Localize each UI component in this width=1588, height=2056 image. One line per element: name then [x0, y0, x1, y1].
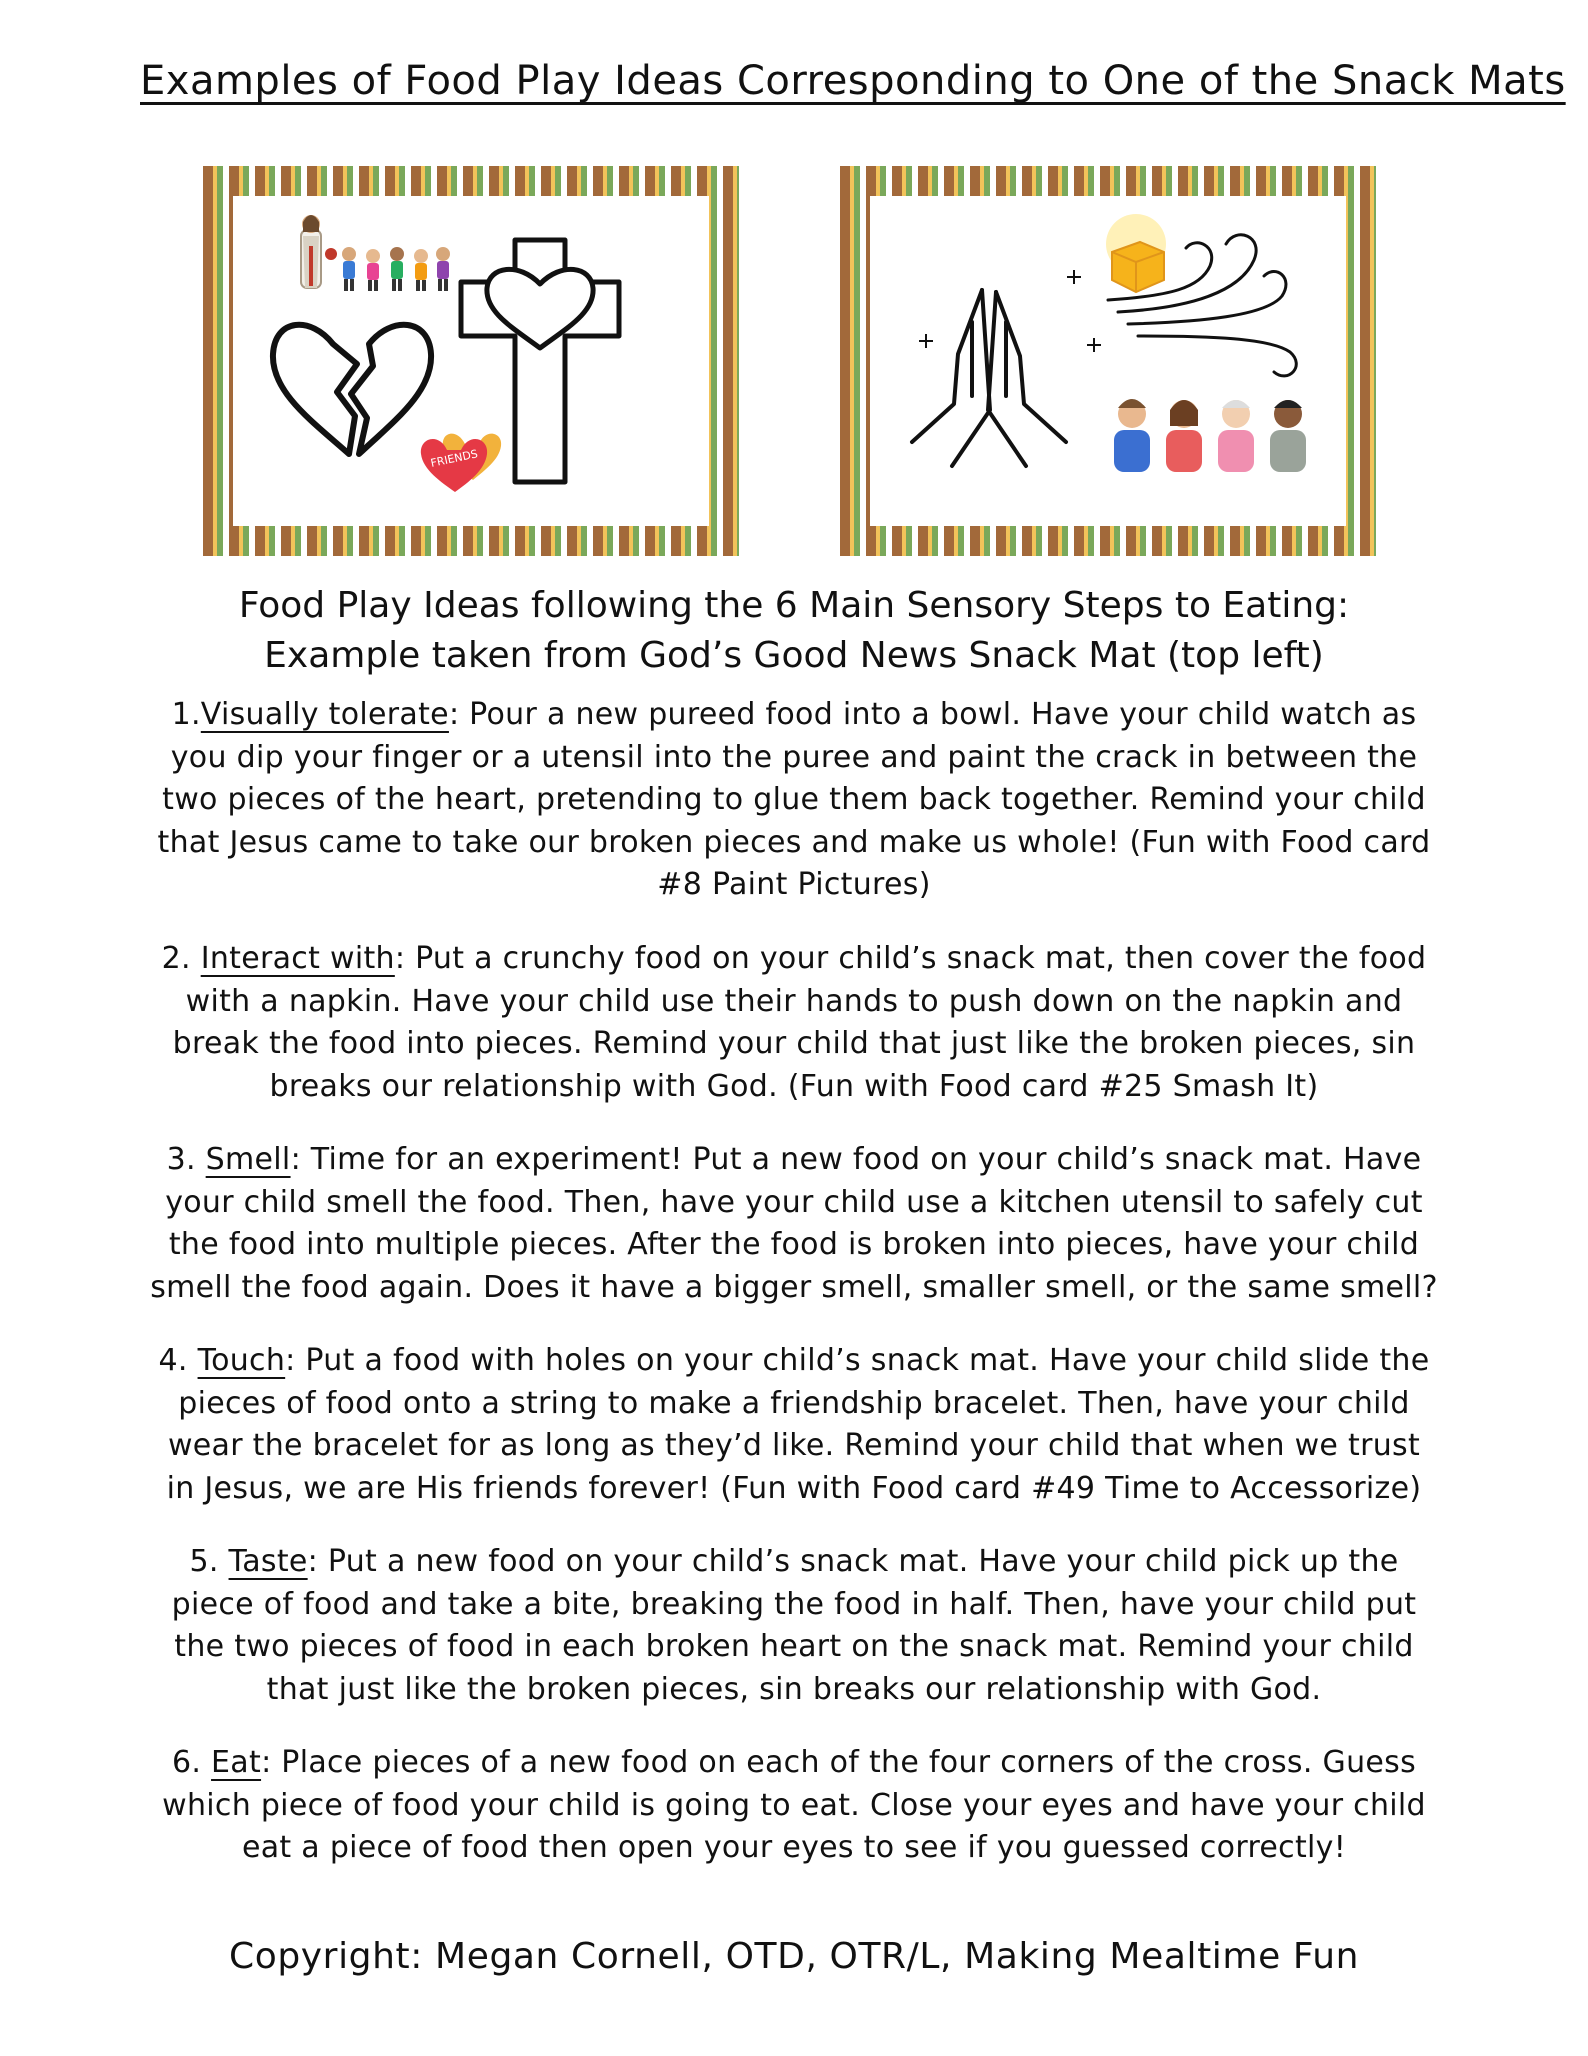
- step-number: 4.: [158, 1343, 198, 1378]
- step-eat: [150, 1742, 1438, 1870]
- snack-mat-prayer: [840, 166, 1376, 556]
- step-heading: Taste: [228, 1544, 308, 1579]
- praying-people-icon: [1114, 399, 1306, 472]
- step-taste: [150, 1541, 1438, 1711]
- step-number: 2.: [161, 941, 201, 976]
- step-number: 5.: [189, 1544, 229, 1579]
- step-text: : Put a new food on your child’s snack mat. Have your child pick up the piece of food and take a bite, breaking the food in half. Then, have your child put the two pieces of food in each broken heart on the snack mat. Remind your child that just like the broken pieces, sin breaks our relationship with God.: [171, 1544, 1417, 1707]
- sparkle-icon: [919, 270, 1101, 352]
- broken-heart-icon: [273, 325, 431, 454]
- subtitle-line-1: Food Play Ideas following the 6 Main Sensory Steps to Eating:: [238, 585, 1350, 626]
- step-heading: Visually tolerate: [200, 697, 449, 732]
- praying-hands-icon: [912, 290, 1066, 466]
- copyright-footer: Copyright: Megan Cornell, OTD, OTR/L, Making Mealtime Fun: [228, 1936, 1360, 1977]
- friends-heart-icon: [421, 434, 501, 492]
- step-interact-with: [150, 938, 1438, 1108]
- prayer-illustration: [870, 196, 1346, 526]
- step-smell: [150, 1139, 1438, 1309]
- friends-heart-text: FRIENDS: [429, 447, 479, 470]
- step-number: 3.: [166, 1142, 206, 1177]
- step-heading: Touch: [197, 1343, 286, 1378]
- step-heading: Eat: [211, 1745, 262, 1780]
- page-title: Examples of Food Play Ideas Corresponding to One of the Snack Mats: [140, 58, 1566, 104]
- step-text: : Time for an experiment! Put a new food on your child’s snack mat. Have your child smell the food. Then, have your child use a kitchen utensil to safely cut the food into multiple pieces. After the food is broken into pieces, have your child smell the food again. Does it have a bigger smell, smaller smell, or the same smell?: [150, 1142, 1438, 1305]
- step-touch: [150, 1340, 1438, 1510]
- good-news-illustration: [233, 196, 709, 526]
- step-number: 1.: [171, 697, 201, 732]
- step-text: : Put a crunchy food on your child’s snack mat, then cover the food with a napkin. Have your child use their hands to push down on the napkin and break the food into pieces. Remind your child that just like the broken pieces, sin breaks our relationship with God. (Fun with Food card #25 Smash It): [172, 941, 1427, 1104]
- step-visually-tolerate: [150, 694, 1438, 907]
- step-number: 6.: [171, 1745, 212, 1780]
- step-heading: Smell: [205, 1142, 291, 1177]
- step-text: : Pour a new pureed food into a bowl. Have your child watch as you dip your finger or a utensil into the puree and paint the crack in between the two pieces of the heart, pretending to glue them back together. Remind your child that Jesus came to take our broken pieces and make us whole! (Fun with Food card #8 Paint Pictures): [157, 697, 1431, 902]
- step-heading: Interact with: [200, 941, 395, 976]
- step-text: : Place pieces of a new food on each of the four corners of the cross. Guess which piece of food your child is going to eat. Close your eyes and have your child eat a piece of food then open your eyes to see if you guessed correctly!: [162, 1745, 1426, 1865]
- snack-mat-good-news: [203, 166, 739, 556]
- subtitle-line-2: Example taken from God’s Good News Snack Mat (top left): [264, 635, 1324, 676]
- glowing-gift-icon: [1106, 214, 1166, 292]
- jesus-with-children-icon: [301, 215, 450, 291]
- step-text: : Put a food with holes on your child’s snack mat. Have your child slide the pieces of food onto a string to make a friendship bracelet. Then, have your child wear the bracelet for as long as they’d like. Remind your child that when we trust in Jesus, we are His friends forever! (Fun with Food card #49 Time to Accessorize): [166, 1343, 1430, 1506]
